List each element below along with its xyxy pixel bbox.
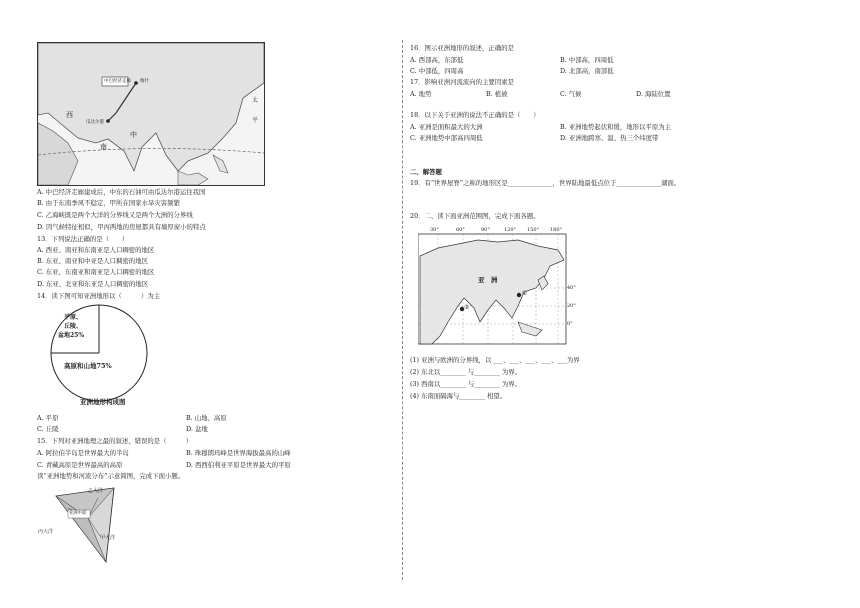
q15-option-c: C. 青藏高原是世界最高的高原: [37, 461, 123, 469]
lon-label-120: 120°: [504, 227, 517, 233]
q12-option-a: A. 中巴经济走廊建成后，中东的石油可由瓜达尔港运往我国: [37, 188, 206, 196]
q20-stem: 20．二、读下面亚洲范围图，完成下面各题。: [410, 212, 540, 220]
q18-stem: 18．以下关于亚洲的说法不正确的是（ ）: [410, 111, 540, 119]
q14-stem: 14．读下图可知亚洲地形以（ ）为主: [37, 292, 161, 300]
map-city-kashgar: 喀什: [140, 79, 149, 84]
q17-option-c: C. 气候: [560, 90, 582, 98]
q18-option-c: C. 亚洲地势中部高四周低: [410, 134, 483, 142]
column-divider: [402, 40, 403, 580]
q14-option-d: D. 盆地: [186, 425, 208, 433]
asia-label: 亚 洲: [478, 276, 498, 284]
q15-option-b: B. 珠穆朗玛峰是世界海拔最高的山峰: [186, 449, 291, 457]
q18-option-b: B. 亚洲地势起伏和缓，地形以平原为主: [560, 123, 672, 131]
map-label-west: 西: [66, 111, 73, 119]
asia-terrain-pie-chart: [36, 302, 166, 412]
q15-option-d: D. 西西伯利亚平原是世界最大的平原: [186, 461, 291, 469]
q17-option-d: D. 海陆位置: [636, 90, 671, 98]
pie-label-large: 高原和山地75%: [64, 362, 112, 370]
q14-option-c: C. 丘陵: [37, 425, 59, 433]
q17-stem: 17．影响亚洲河流流向的主要因素是: [410, 78, 514, 86]
triangle-label-top: 乙大洋: [88, 488, 104, 494]
q20-item-3: (3) 西南以________ 与________ 为界。: [410, 380, 522, 388]
q16-option-d: D. 北部高，南部低: [560, 67, 614, 75]
q14-option-a: A. 平原: [37, 414, 59, 422]
q17-option-a: A. 地势: [410, 90, 432, 98]
map-label-middle: 中: [130, 131, 137, 139]
q19-stem: 19．有“世界屋脊”之称的地形区是______________，世界陆地最低点位于______________湖面。: [410, 179, 681, 187]
lat-label-20: 20°: [567, 303, 576, 309]
q16-intro: 读“亚洲地势和河流分布”示意简图，完成下面小题。: [37, 472, 185, 480]
q16-option-a: A. 西部高，东部低: [410, 56, 464, 64]
q12-option-d: D. 因气候特征相似，甲丙两地的房屋都具有墙厚窗小的特点: [37, 223, 206, 231]
q15-option-a: A. 阿拉伯半岛是世界最大的半岛: [37, 449, 129, 457]
q17-option-b: B. 植被: [486, 90, 508, 98]
lon-label-30: 30°: [430, 227, 439, 233]
pie-caption: 亚洲地形构成图: [80, 398, 126, 406]
triangle-label-left: 丙大洋: [38, 529, 54, 535]
q16-option-c: C. 中部低，四周高: [410, 67, 464, 75]
q12-option-b: B. 由于东南季风不稳定，甲所在国家水旱灾害频繁: [37, 199, 180, 207]
marker-1: ①: [522, 290, 528, 297]
q16-stem: 16．图示亚洲地形的叙述，正确的是: [410, 44, 514, 52]
q13-stem: 13．下列说法正确的是（ ）: [37, 235, 129, 243]
q20-item-1: (1) 亚洲与欧洲的分界线，以 ___、___、___、___、___为界: [410, 356, 580, 364]
triangle-svg: [38, 484, 138, 566]
lat-label-40: 40°: [567, 285, 576, 291]
triangle-label-center: 亚洲中部: [69, 511, 87, 516]
pie-svg: [36, 302, 166, 412]
lon-label-60: 60°: [456, 227, 465, 233]
map-box-label: 中巴经济走廊: [104, 79, 131, 84]
section-2-heading: 二、解答题: [410, 168, 442, 176]
q16-option-b: B. 中部高，四周低: [560, 56, 614, 64]
lon-label-180: 180°: [550, 227, 563, 233]
map-label-south: 南: [100, 143, 107, 151]
triangle-label-right: 甲大洋: [100, 535, 116, 541]
asia-range-map: [418, 226, 578, 346]
lon-label-90: 90°: [481, 227, 490, 233]
q20-item-2: (2) 东北以________ 与________ 为界。: [410, 368, 522, 376]
map-label-pacific-1: 太: [252, 97, 259, 104]
china-pakistan-corridor-map: [37, 42, 265, 186]
q13-option-b: B. 东亚、南亚和中亚是人口稠密的地区: [37, 257, 149, 265]
pie-label-small-3: 盆地25%: [58, 332, 85, 339]
marker-2: ②: [464, 304, 470, 311]
q13-option-c: C. 东亚、东南亚和南亚是人口稠密的地区: [37, 268, 155, 276]
q13-option-a: A. 西亚、南亚和东南亚是人口稠密的地区: [37, 246, 155, 254]
q13-option-d: D. 东亚、北亚和东亚是人口稠密的地区: [37, 280, 149, 288]
pie-label-small-2: 丘陵、: [64, 323, 83, 330]
lon-label-150: 150°: [527, 227, 540, 233]
q18-option-d: D. 亚洲地跨寒、温、热三个纬度带: [560, 134, 659, 142]
pie-label-small-1: 平原、: [64, 314, 83, 321]
map-label-pacific-2: 平: [252, 117, 259, 124]
q12-option-c: C. 乙海峡既是两个大洋的分界线又是两个大洲的分界线: [37, 211, 193, 219]
q20-item-4: (4) 东南面隔海与________ 相望。: [410, 392, 507, 400]
q15-stem: 15．下列对亚洲地理之最的叙述，错误的是（ ）: [37, 437, 193, 445]
lat-label-0: 0°: [567, 321, 573, 327]
map-city-gwadar: 瓜达尔港: [86, 120, 104, 125]
asia-range-svg: [418, 226, 578, 346]
q18-option-a: A. 亚洲是面积最大的大洲: [410, 123, 483, 131]
asia-terrain-rivers-diagram: [38, 484, 138, 566]
q14-option-b: B. 山地、高原: [186, 414, 227, 422]
